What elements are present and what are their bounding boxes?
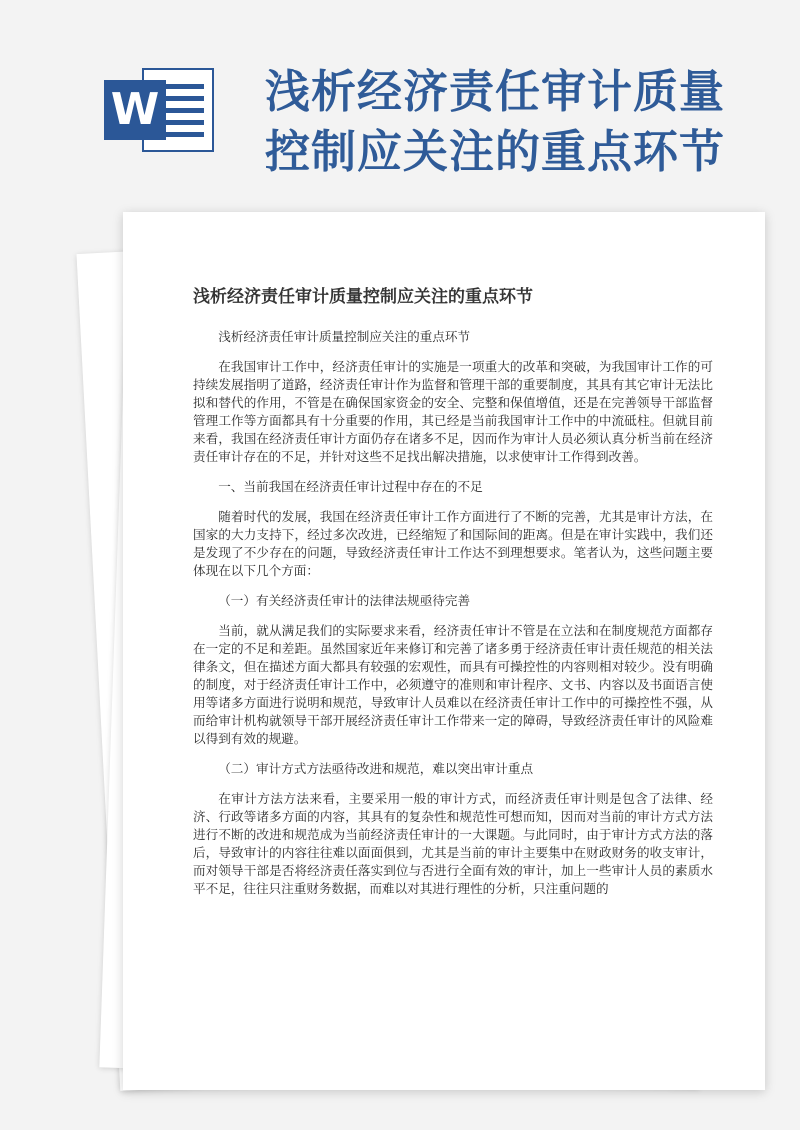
subsection-heading: （一）有关经济责任审计的法律法规亟待完善 bbox=[218, 593, 471, 608]
paragraph: 在我国审计工作中，经济责任审计的实施是一项重大的改革和突破，为我国审计工作的可持续发展指明了道路，经济责任审计作为监督和管理干部的重要制度，其具有其它审计无法比拟和替代的作用，不管是在确保国家资金的安全、完整和保值增值，还是在完善领导干部监督管理工作等方面都具有十分重要的作用，其已经是当前我国审计工作中的中流砥柱。但就目前来看，我国在经济责任审计方面仍存在诸多不足，因而作为审计人员必须认真分析当前在经济责任审计存在的不足，并针对这些不足找出解决措施，以求使审计工作得到改善。 bbox=[193, 359, 713, 464]
paragraph-subtitle: 浅析经济责任审计质量控制应关注的重点环节 bbox=[218, 329, 471, 344]
section-heading: 一、当前我国在经济责任审计过程中存在的不足 bbox=[218, 479, 483, 494]
document-body bbox=[193, 328, 713, 910]
document-page bbox=[123, 212, 765, 1090]
subsection-heading: （二）审计方式方法亟待改进和规范，难以突出审计重点 bbox=[218, 761, 534, 776]
logo-letter: W bbox=[104, 80, 166, 140]
word-doc-icon bbox=[104, 62, 216, 154]
paragraph: 在审计方法方法来看，主要采用一般的审计方式，而经济责任审计则是包含了法律、经济、行政等诸多方面的内容，其具有的复杂性和规范性可想而知，因而对当前的审计方式方法进行不断的改进和规范成为当前经济责任审计的一大课题。与此同时，由于审计方式方法的落后，导致审计的内容往往难以面面俱到，尤其是当前的审计主要集中在财政财务的收支审计，而对领导干部是否将经济责任落实到位与否进行全面有效的审计，加上一些审计人员的素质水平不足，往往只注重财务数据，而难以对其进行理性的分析，只注重问题的 bbox=[193, 791, 713, 896]
paragraph: 当前，就从满足我们的实际要求来看，经济责任审计不管是在立法和在制度规范方面都存在一定的不足和差距。虽然国家近年来修订和完善了诸多勇于经济责任审计责任规范的相关法律条文，但在描述方面大都具有较强的宏观性，而具有可操控性的内容则相对较少。没有明确的制度，对于经济责任审计工作中，必须遵守的准则和审计程序、文书、内容以及书面语言使用等诸多方面进行说明和规范，导致审计人员难以在经济责任审计工作中的可操控性不强，从而给审计机构就领导干部开展经济责任审计工作带来一定的障碍，导致经济责任审计的风险难以得到有效的规避。 bbox=[193, 623, 713, 746]
banner bbox=[0, 0, 800, 205]
document-title: 浅析经济责任审计质量控制应关注的重点环节 bbox=[193, 287, 533, 307]
banner-title-line-2: 控制应关注的重点环节 bbox=[265, 125, 726, 178]
paragraph: 随着时代的发展，我国在经济责任审计工作方面进行了不断的完善，尤其是审计方法，在国家的大力支持下，经过多次改进，已经缩短了和国际间的距离。但是在审计实践中，我们还是发现了不少存在的问题，导致经济责任审计工作达不到理想要求。笔者认为，这些问题主要体现在以下几个方面： bbox=[193, 509, 713, 578]
banner-title-line-1: 浅析经济责任审计质量 bbox=[265, 65, 726, 118]
banner-title bbox=[265, 62, 785, 182]
